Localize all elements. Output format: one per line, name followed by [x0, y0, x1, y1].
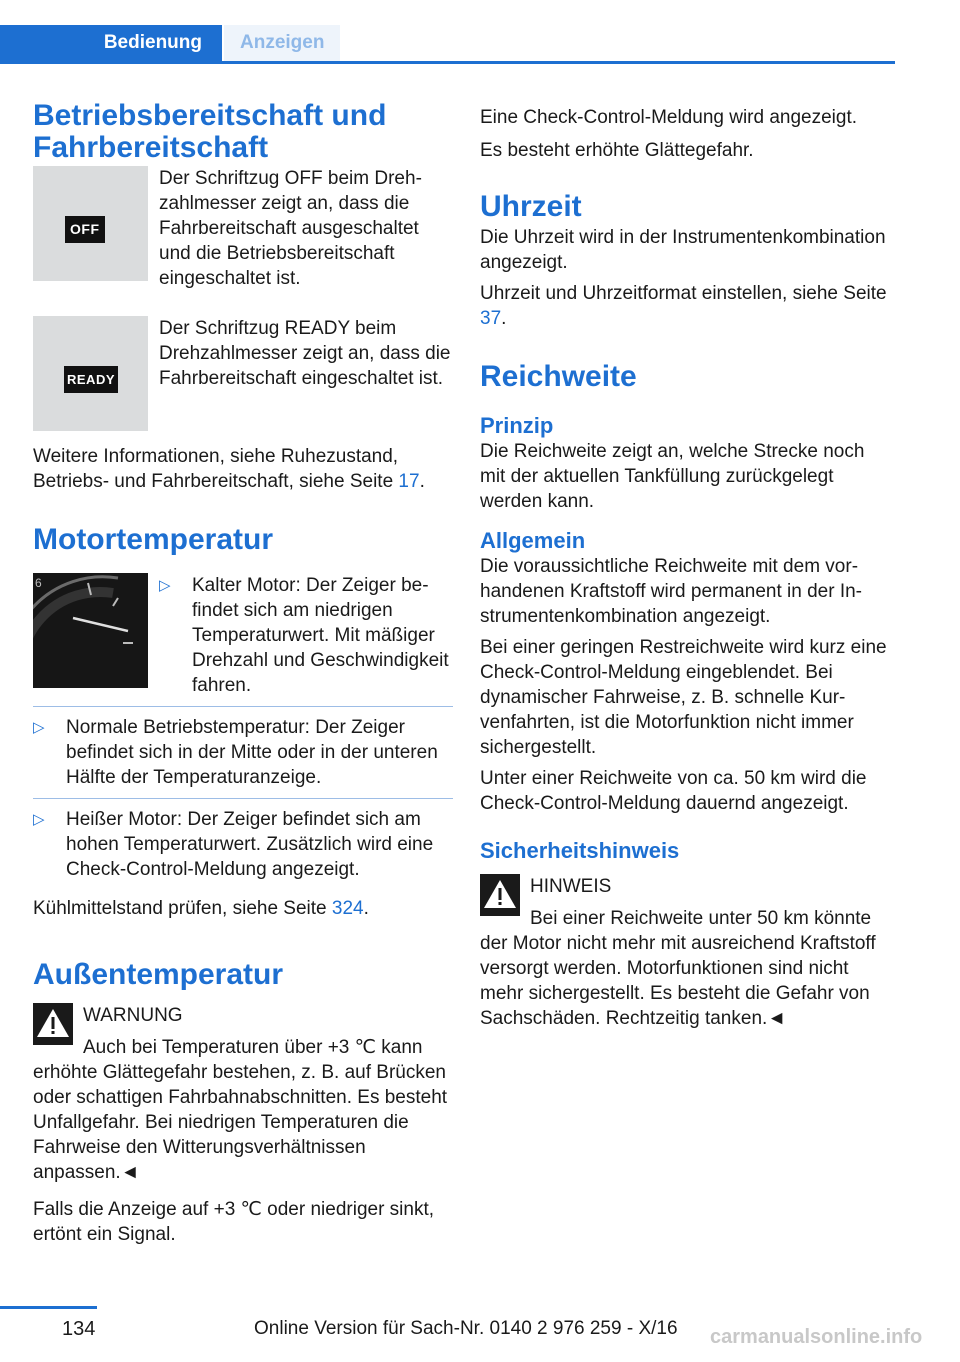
temp-bullet-list-1 — [159, 573, 453, 698]
time-paragraph-2: Uhrzeit und Uhrzeitformat einstellen, siehe Seite 37. — [480, 283, 887, 329]
triangle-bullet-icon: ▷ — [33, 811, 45, 828]
warning-triangle-icon — [33, 1003, 73, 1045]
page-number: 134 — [62, 1318, 96, 1340]
warning-triangle-icon — [480, 874, 520, 916]
temperature-gauge-image — [33, 573, 148, 688]
ready-indicator-image — [33, 316, 148, 431]
left-column — [33, 100, 453, 1247]
page-ref-37[interactable]: 37 — [480, 308, 502, 329]
triangle-bullet-icon: ▷ — [33, 719, 45, 736]
bullet-normal: Normale Betriebstemperatur: Der Zeiger befindet sich in der Mitte oder in der unteren Hälfte der Temperaturanzeige. — [66, 717, 438, 788]
footer-line — [0, 1306, 97, 1309]
section-title-motortemperatur: Motortemperatur — [33, 523, 274, 556]
hint-text: Bei einer Reichweite unter 50 km könnte der Motor nicht mehr mit ausreichend Kraftstoff versorgt werden. Motorfunktionen sind nicht mehr sichergestellt. Es besteht die Gefahr von Sachschäden. Rechtzeitig tanken.◄ — [480, 908, 876, 1029]
allgemein-text-2: Bei einer geringen Restreichweite wird kurz eine Check-Control-Meldung eingeblendet. Bei dynamischer Fahrweise, z. B. schnelle Kurvenfahrten, ist die Motorfunktion nicht immer sichergestellt. — [480, 637, 887, 758]
check-control-text: Eine Check-Control-Meldung wird angezeigt. — [480, 107, 858, 128]
section-title-aussentemperatur: Außentemperatur — [33, 958, 284, 991]
header-tabbar — [0, 25, 895, 64]
time-text-1: Die Uhrzeit wird in der Instrumentenkombination angezeigt. — [480, 227, 886, 273]
subsection-title-prinzip: Prinzip — [480, 413, 554, 438]
warning-block — [33, 1003, 453, 1185]
subsection-title-allgemein: Allgemein — [480, 528, 586, 553]
tab-bedienung[interactable]: Bedienung — [0, 25, 222, 61]
info-paragraph: Weitere Informationen, siehe Ruhezustand, Betriebs- und Fahrbereitschaft, siehe Seite 17. — [33, 446, 425, 492]
triangle-bullet-icon: ▷ — [159, 577, 171, 594]
svg-text:6: 6 — [35, 576, 42, 590]
time-text-2: Uhrzeit und Uhrzeitformat einstellen, siehe Seite — [480, 283, 887, 304]
prinzip-text: Die Reichweite zeigt an, welche Strecke noch mit der aktuellen Tankfüllung zurückgelegt werden kann. — [480, 441, 865, 512]
bullet-hot: Heißer Motor: Der Zeiger befindet sich am hohen Temperaturwert. Zusätzlich wird eine Check-Control-Meldung angezeigt. — [66, 809, 434, 880]
off-description: Der Schriftzug OFF beim Drehzahlmesser zeigt an, dass die Fahrbereitschaft ausgeschaltet und die Betriebsbereitschaft eingeschaltet ist. — [159, 168, 422, 289]
temp-gauge-row — [33, 573, 453, 698]
right-column — [480, 105, 895, 1031]
info-text: Weitere Informationen, siehe Ruhezustand, Betriebs- und Fahrbereitschaft, siehe Seite — [33, 446, 399, 492]
slippery-text: Es besteht erhöhte Glättegefahr. — [480, 140, 754, 161]
ready-badge: READY — [64, 366, 118, 393]
off-badge: OFF — [65, 216, 105, 243]
subsection-title-sicherheitshinweis: Sicherheitshinweis — [480, 838, 680, 863]
warning-label: WARNUNG — [83, 1005, 183, 1026]
gauge-icon — [33, 573, 148, 688]
hint-block — [480, 874, 895, 1031]
allgemein-text-3: Unter einer Reichweite von ca. 50 km wird die Check-Control-Meldung dauernd angezeigt. — [480, 768, 867, 814]
tab-anzeigen[interactable]: Anzeigen — [224, 25, 340, 61]
list-item — [159, 573, 453, 698]
section-title-reichweite: Reichweite — [480, 360, 637, 393]
section-title-uhrzeit: Uhrzeit — [480, 190, 582, 223]
section-title-betriebsbereitschaft: Betriebsbereitschaft und Fahrbereitschaft — [33, 99, 387, 164]
online-version-text: Online Version für Sach-Nr. 0140 2 976 259 - X/16 — [254, 1318, 678, 1339]
page-ref-324[interactable]: 324 — [331, 898, 364, 919]
temp-bullet-list-2 — [33, 715, 453, 890]
allgemein-text-1: Die voraussichtliche Reichweite mit dem vorhandenen Kraftstoff wird permanent in der Instrumentenkombination angezeigt. — [480, 556, 862, 627]
off-indicator-image — [33, 166, 148, 281]
watermark: carmanualsonline.info — [710, 1326, 923, 1348]
coolant-text: Kühlmittelstand prüfen, siehe Seite — [33, 898, 327, 919]
ready-description: Der Schriftzug READY beim Drehzahlmesser zeigt an, dass die Fahrbereitschaft eingeschaltet ist. — [159, 318, 451, 389]
hint-label: HINWEIS — [530, 876, 612, 897]
figure-row-off — [33, 166, 453, 316]
list-item — [33, 807, 453, 890]
page-ref-17[interactable]: 17 — [398, 471, 420, 492]
coolant-paragraph: Kühlmittelstand prüfen, siehe Seite 324. — [33, 898, 369, 919]
warning-text: Auch bei Temperaturen über +3 ℃ kann erhöhte Glättegefahr bestehen, z. B. auf Brücken oder schattigen Fahrbahnabschnitten. Es besteht Unfallgefahr. Bei niedrigen Temperaturen die Fahrweise den Witterungsverhältnissen anpassen.◄ — [33, 1037, 448, 1183]
signal-paragraph: Falls die Anzeige auf +3 ℃ oder niedriger sinkt, ertönt ein Signal. — [33, 1199, 435, 1245]
list-item — [33, 715, 453, 799]
bullet-cold: Kalter Motor: Der Zeiger befindet sich am niedrigen Temperaturwert. Mit mäßiger Drehzahl und Geschwindigkeit fahren. — [192, 575, 449, 696]
figure-row-ready — [33, 316, 453, 441]
